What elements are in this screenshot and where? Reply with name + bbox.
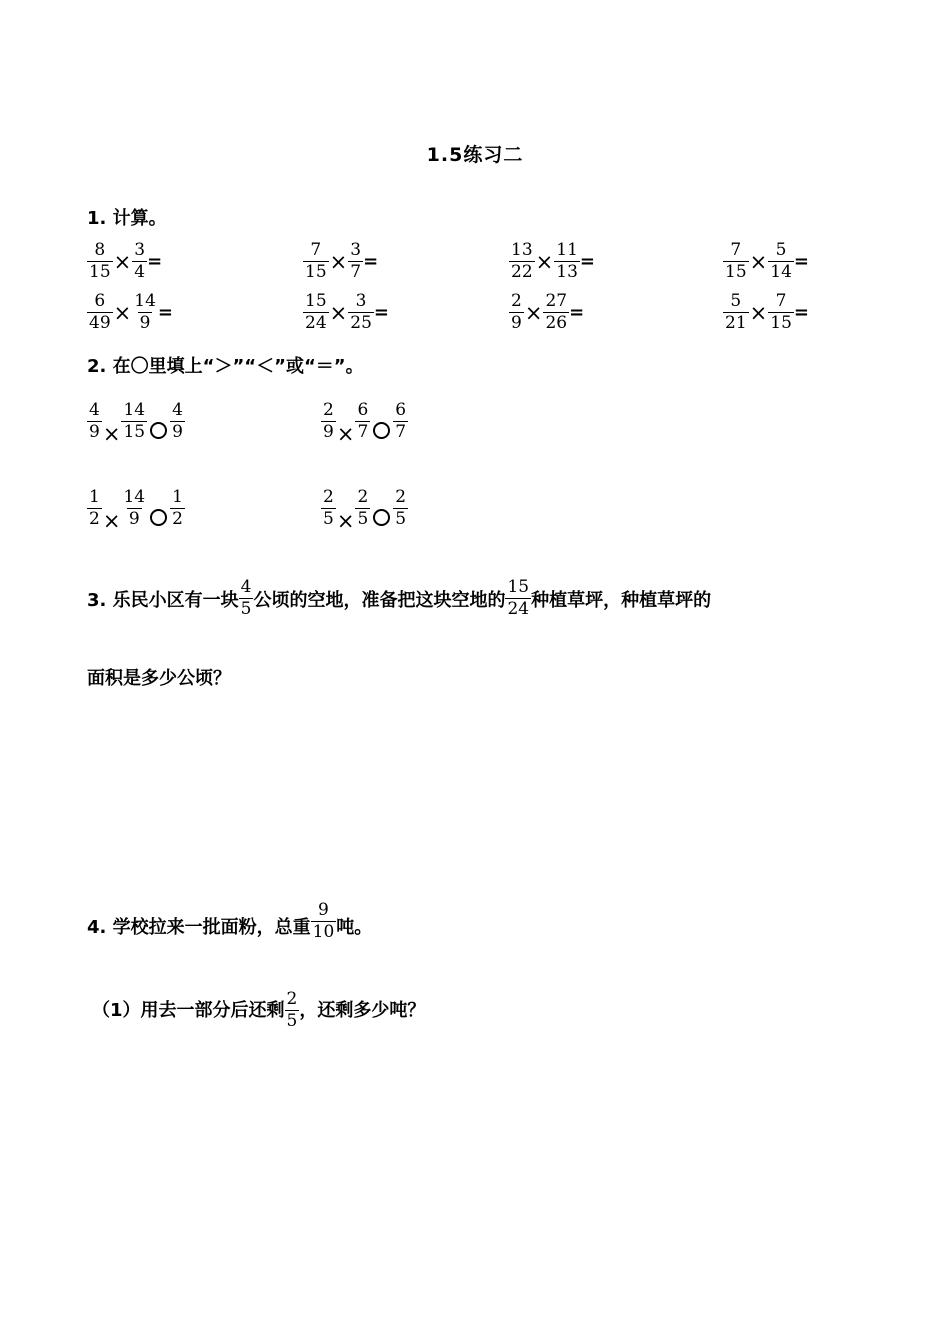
comparison-item [321,487,408,533]
fraction-numerator: 3 [134,240,146,260]
times-sign: × [749,300,768,325]
fraction-denominator: 9 [89,422,100,442]
fraction [132,291,158,334]
fraction-denominator: 15 [305,262,327,282]
fraction [723,240,749,283]
fraction-denominator: 15 [725,262,747,282]
question-4-text-b: 吨。 [336,917,373,938]
answer-circle[interactable] [150,422,167,439]
fraction [393,400,408,443]
equals-sign: = [147,251,163,272]
times-sign: × [524,300,543,325]
fraction-denominator: 5 [357,509,369,529]
fraction-numerator: 4 [172,400,183,420]
fraction [132,240,147,283]
answer-circle[interactable] [373,509,390,526]
fraction-denominator: 9 [139,313,151,333]
page-title: 1.5练习二 [426,144,524,166]
fraction-denominator: 2 [89,509,100,529]
question-3-fraction-lawn [505,577,531,620]
fraction-denominator: 22 [511,262,533,282]
question-4-sub-1-text-a: （1）用去一部分后还剩 [92,1000,285,1021]
fraction-numerator: 3 [355,291,367,311]
fraction-numerator: 2 [323,400,334,420]
fraction-numerator: 5 [775,240,787,260]
equals-sign: = [373,302,389,323]
fraction-numerator: 14 [134,291,156,311]
fraction-numerator: 9 [318,900,329,920]
fraction-denominator: 9 [323,422,334,442]
equals-sign: = [363,251,379,272]
fraction-denominator: 7 [357,422,369,442]
fraction [87,291,113,334]
fraction [348,291,374,334]
equals-sign: = [157,302,173,323]
question-3-line-1 [87,577,711,620]
question-4-sub-1 [92,989,426,1031]
fraction-numerator: 1 [172,487,183,507]
question-4-line [87,900,372,943]
question-3-line-2: 面积是多少公顷？ [87,668,231,689]
fraction-numerator: 15 [507,577,530,597]
fraction-denominator: 9 [128,509,140,529]
fraction-numerator: 7 [775,291,787,311]
exercise-item [87,291,173,334]
fraction-denominator: 2 [172,509,183,529]
fraction [554,240,580,283]
fraction-numerator: 6 [357,400,369,420]
fraction-numerator: 2 [395,487,407,507]
fraction-denominator: 7 [350,262,362,282]
fraction [321,400,336,443]
fraction-denominator: 5 [323,509,334,529]
equals-sign: = [793,251,809,272]
times-sign: × [336,422,355,446]
fraction [355,400,370,443]
exercise-item [509,240,595,283]
fraction-numerator: 13 [511,240,533,260]
equals-sign: = [569,302,585,323]
fraction [303,291,329,334]
exercise-item [87,240,162,283]
comparison-item [87,400,185,446]
fraction [348,240,363,283]
fraction [723,291,749,334]
fraction-numerator: 2 [323,487,334,507]
fraction [768,291,794,334]
equals-sign: = [793,302,809,323]
fraction-denominator: 5 [286,1011,298,1031]
fraction-numerator: 11 [556,240,578,260]
exercise-item [723,240,809,283]
fraction-numerator: 6 [395,400,407,420]
fraction-denominator: 15 [89,262,111,282]
fraction-numerator: 15 [305,291,327,311]
fraction-denominator: 5 [395,509,407,529]
fraction-denominator: 21 [725,313,747,333]
fraction-numerator: 5 [730,291,742,311]
fraction-numerator: 1 [89,487,100,507]
times-sign: × [329,300,348,325]
fraction-denominator: 49 [89,313,111,333]
fraction [509,291,524,334]
fraction-numerator: 4 [89,400,100,420]
fraction [355,487,370,530]
fraction-denominator: 13 [556,262,578,282]
times-sign: × [102,422,121,446]
fraction-denominator: 7 [395,422,407,442]
fraction-denominator: 24 [305,313,327,333]
fraction-denominator: 4 [134,262,146,282]
fraction-numerator: 8 [94,240,106,260]
question-4-sub-1-fraction [285,989,300,1032]
fraction [170,400,185,443]
fraction [543,291,569,334]
times-sign: × [329,249,348,274]
fraction-denominator: 14 [770,262,792,282]
fraction [87,240,113,283]
fraction-numerator: 4 [240,577,252,597]
fraction [321,487,336,530]
fraction-numerator: 27 [545,291,568,311]
question-3-text-c: 种植草坪，种植草坪的 [531,589,712,611]
fraction-denominator: 25 [350,313,372,333]
fraction [303,240,329,283]
exercise-item [303,291,389,334]
fraction [170,487,185,530]
fraction [87,487,102,530]
fraction-denominator: 15 [123,422,146,442]
question-4-text-a: 4. 学校拉来一批面粉，总重 [87,917,311,938]
fraction-denominator: 5 [240,599,252,619]
fraction-denominator: 9 [172,422,183,442]
times-sign: × [336,509,355,533]
equals-sign: = [579,251,595,272]
question-3-fraction-area [239,577,254,620]
fraction-numerator: 2 [286,989,298,1009]
question-4-fraction-weight [311,900,337,943]
fraction-numerator: 7 [310,240,322,260]
fraction-numerator: 7 [730,240,742,260]
fraction-numerator: 6 [94,291,106,311]
fraction-denominator: 24 [507,599,530,619]
fraction-denominator: 15 [770,313,792,333]
fraction [768,240,794,283]
question-4-sub-1-text-b: ，还剩多少吨？ [299,1000,426,1021]
exercise-item [723,291,809,334]
question-2-label: 2. 在〇里填上“＞”“＜”或“＝”。 [87,356,364,377]
answer-circle[interactable] [150,509,167,526]
fraction-numerator: 3 [350,240,362,260]
fraction-denominator: 26 [545,313,568,333]
fraction [121,487,147,530]
fraction-denominator: 9 [511,313,522,333]
comparison-item [321,400,408,446]
times-sign: × [113,249,132,274]
fraction-numerator: 2 [511,291,522,311]
fraction [121,400,147,443]
fraction [87,400,102,443]
fraction-denominator: 10 [312,922,335,942]
times-sign: × [102,509,121,533]
fraction-numerator: 2 [357,487,369,507]
fraction-numerator: 14 [123,487,146,507]
fraction-numerator: 14 [123,400,146,420]
fraction [509,240,535,283]
exercise-item [509,291,584,334]
question-1-label: 1. 计算。 [87,208,167,229]
times-sign: × [113,300,132,325]
question-3-text-b: 公顷的空地，准备把这块空地的 [253,589,506,611]
question-3-text-a: 3. 乐民小区有一块 [87,589,239,611]
answer-circle[interactable] [373,422,390,439]
times-sign: × [749,249,768,274]
fraction [393,487,408,530]
times-sign: × [535,249,554,274]
comparison-item [87,487,185,533]
exercise-item [303,240,378,283]
